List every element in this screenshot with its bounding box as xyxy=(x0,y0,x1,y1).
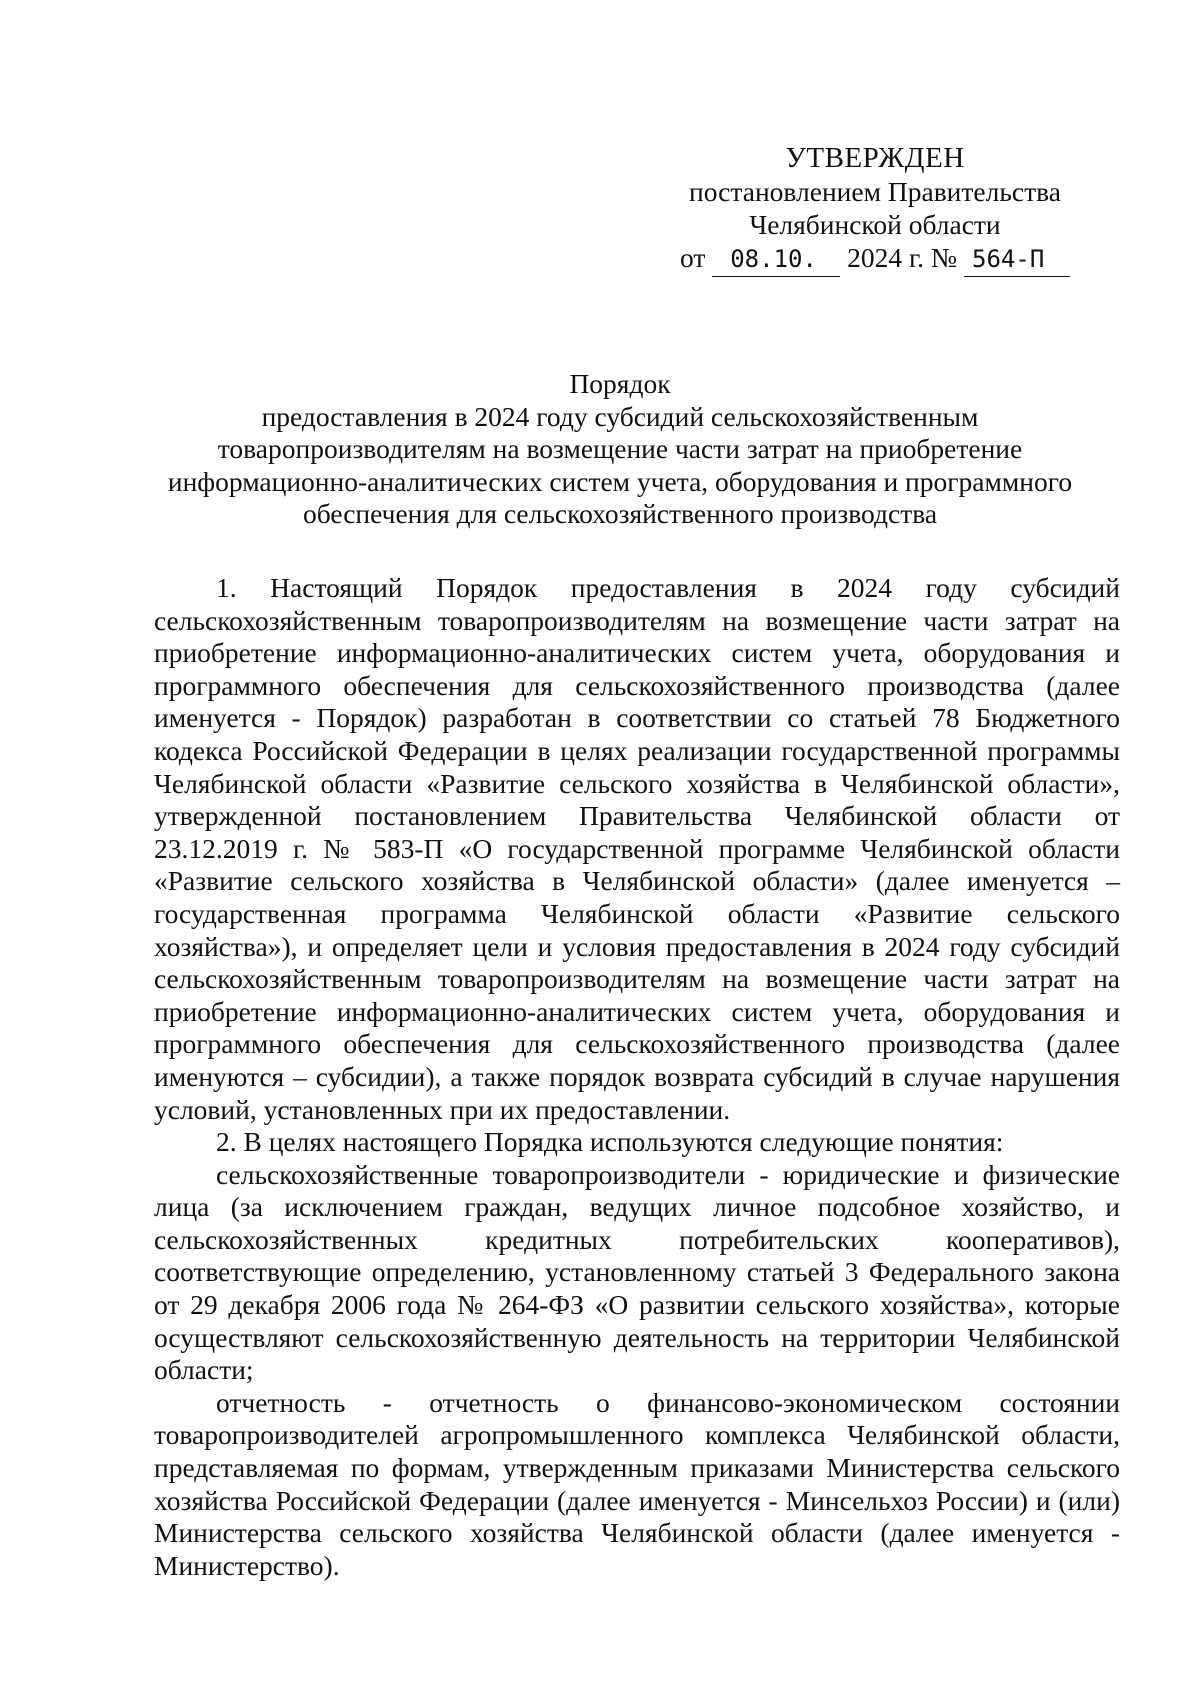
approval-heading: УТВЕРЖДЕН xyxy=(785,142,965,174)
approval-date-field: 08.10. xyxy=(712,243,840,277)
approval-line-region: Челябинской области xyxy=(749,209,1001,240)
paragraph-2: 2. В целях настоящего Порядка используются следующие понятия: xyxy=(216,1126,1004,1158)
title-line-5: обеспечения для сельскохозяйственного производства xyxy=(302,498,938,529)
document-title xyxy=(140,368,1100,531)
approval-date-line xyxy=(640,241,1110,277)
document-body xyxy=(154,572,1120,1582)
title-line-3: товаропроизводителям на возмещение части затрат на приобретение xyxy=(217,433,1023,464)
definition-reporting: отчетность - отчетность о финансово-экономическом состоянии товаропроизводителей агропромышленного комплекса Челябинской области, представляемая по формам, утвержденным приказами Министерства сельского хозяйства Российской Федерации (далее именуется - Минсельхоз России) и (или) Министерства сельского хозяйства Челябинской области (далее именуется - Министерство). xyxy=(154,1386,1120,1581)
definition-producers: сельскохозяйственные товаропроизводители - юридические и физические лица (за исключением граждан, ведущих личное подсобное хозяйство, и сельскохозяйственных кредитных потребительских кооперативов), соответствующие определению, установленному статьей 3 Федерального закона от 29 декабря 2006 года № 264-ФЗ «О развитии сельского хозяйства», которые осуществляют сельскохозяйственную деятельность на территории Челябинской области; xyxy=(154,1158,1120,1386)
approval-line-resolution: постановлением Правительства xyxy=(689,176,1061,207)
approval-year-label: 2024 г. № xyxy=(847,242,958,273)
approval-stamp-block xyxy=(640,142,1110,277)
title-line-2: предоставления в 2024 году субсидий сельскохозяйственным xyxy=(261,400,979,432)
title-line-1: Порядок xyxy=(569,368,671,399)
paragraph-1: 1. Настоящий Порядок предоставления в 2024 году субсидий сельскохозяйственным товаропроизводителям на возмещение части затрат на приобретение информационно-аналитических систем учета, оборудования и программного обеспечения для сельскохозяйственного производства (далее именуется - Порядок) разработан в соответствии со статьей 78 Бюджетного кодекса Российской Федерации в целях реализации государственной программы Челябинской области «Развитие сельского хозяйства в Челябинской области», утвержденной постановлением Правительства Челябинской области от 23.12.2019 г. № 583-П «О государственной программе Челябинской области «Развитие сельского хозяйства в Челябинской области» (далее именуется – государственная программа Челябинской области «Развитие сельского хозяйства»), и определяет цели и условия предоставления в 2024 году субсидий сельскохозяйственным товаропроизводителям на возмещение части затрат на приобретение информационно-аналитических систем учета, оборудования и программного обеспечения для сельскохозяйственного производства (далее именуются – субсидии), а также порядок возврата субсидий в случае нарушения условий, установленных при их предоставлении. xyxy=(154,572,1120,1125)
approval-number-field: 564-П xyxy=(964,243,1070,277)
date-prefix: от xyxy=(679,242,706,273)
title-line-4: информационно-аналитических систем учета, оборудования и программного xyxy=(167,465,1073,497)
